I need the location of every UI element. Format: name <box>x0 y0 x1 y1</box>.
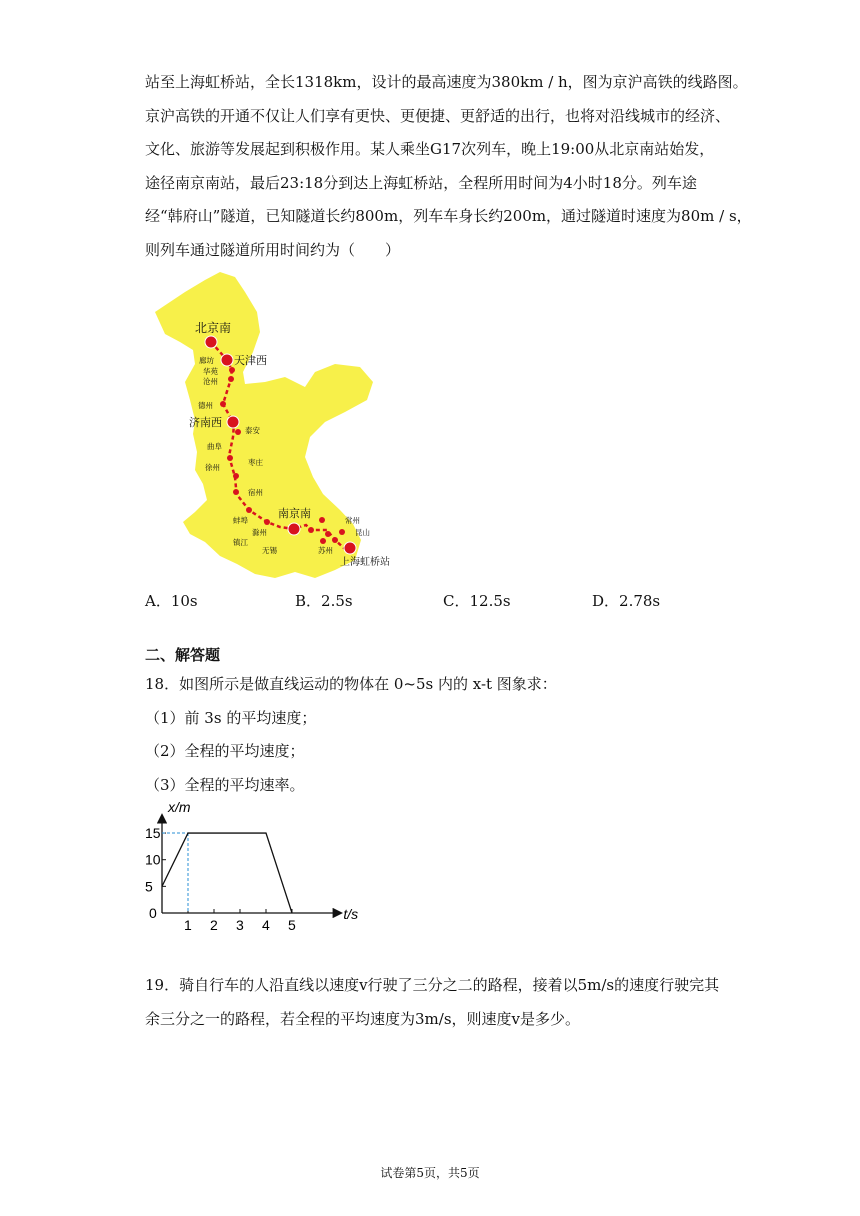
minor-station-label: 徐州 <box>205 463 220 472</box>
major-station-label: 南京南 <box>278 508 311 520</box>
y-axis-label: x/m <box>168 799 191 815</box>
page-footer: 试卷第5页，共5页 <box>380 1166 480 1180</box>
major-station-marker <box>344 542 356 554</box>
choice-a[interactable]: A．10s <box>145 592 198 610</box>
answer-choices <box>145 590 745 614</box>
text-line: 则列车通过隧道所用时间约为（ ） <box>145 240 401 259</box>
minor-station-marker <box>264 519 270 525</box>
text-line: 文化、旅游等发展起到积极作用。某人乘坐G17次列车，晚上19:00从北京南站始发， <box>145 140 715 159</box>
minor-station-label: 常州 <box>345 516 360 525</box>
section-title: 二、解答题 <box>145 646 221 664</box>
minor-station-label: 镇江 <box>233 538 248 547</box>
minor-station-label: 宿州 <box>248 488 263 497</box>
question-18-item: （3）全程的平均速率。 <box>145 775 305 794</box>
minor-station-marker <box>332 537 338 543</box>
y-tick-label: 15 <box>145 825 161 842</box>
question-18-stem: 18．如图所示是做直线运动的物体在 0~5s 内的 x-t 图象求： <box>145 675 557 693</box>
text-line: 经“韩府山”隧道，已知隧道长约800m，列车车身长约200m，通过隧道时速度为80m / s， <box>145 207 752 226</box>
minor-station-marker <box>319 517 325 523</box>
minor-station-label: 华苑 <box>203 367 218 376</box>
railway-map <box>145 272 405 582</box>
major-station-label: 上海虹桥站 <box>340 557 390 568</box>
minor-station-label: 泰安 <box>245 426 260 435</box>
minor-station-marker <box>229 367 235 373</box>
major-station-marker <box>221 354 233 366</box>
minor-station-label: 蚌埠 <box>233 516 248 525</box>
minor-station-label: 廊坊 <box>199 356 214 365</box>
text-line: 途径南京南站，最后23:18分到达上海虹桥站，全程所用时间为4小时18分。列车途 <box>145 173 697 192</box>
x-tick-label: 5 <box>288 917 296 933</box>
choice-c[interactable]: C．12.5s <box>443 592 511 610</box>
question-17-text <box>145 66 752 268</box>
text-line: 余三分之一的路程，若全程的平均速度为3m/s，则速度v是多少。 <box>145 1010 580 1028</box>
choice-b[interactable]: B．2.5s <box>295 592 353 610</box>
question-18-item: （2）全程的平均速度； <box>145 742 305 760</box>
minor-station-label: 滁州 <box>252 528 267 537</box>
major-station-label: 天津西 <box>234 355 267 367</box>
question-19 <box>145 968 719 1036</box>
x-axis-label: t/s <box>343 906 359 922</box>
major-station-marker <box>227 416 239 428</box>
minor-station-label: 曲阜 <box>207 442 222 451</box>
minor-station-marker <box>233 489 239 495</box>
xt-graph <box>140 796 360 936</box>
x-tick-label: 3 <box>236 917 244 933</box>
minor-station-marker <box>233 473 239 479</box>
minor-station-marker <box>320 538 326 544</box>
x-tick-label: 4 <box>262 917 270 933</box>
question-18-item: （1）前 3s 的平均速度； <box>145 708 317 727</box>
minor-station-label: 德州 <box>198 401 213 410</box>
question-18 <box>145 668 557 802</box>
minor-station-label: 沧州 <box>203 377 218 386</box>
y-tick-label: 5 <box>145 878 153 895</box>
major-station-marker <box>205 336 217 348</box>
y-tick-label: 10 <box>145 851 161 868</box>
major-station-label: 济南西 <box>189 417 222 429</box>
text-line: 站至上海虹桥站，全长1318km，设计的最高速度为380km / h，图为京沪高铁的线路图。 <box>145 73 748 91</box>
minor-station-label: 无锡 <box>262 546 277 555</box>
minor-station-marker <box>220 401 226 407</box>
minor-station-marker <box>235 429 241 435</box>
x-tick-label: 1 <box>184 917 192 933</box>
minor-station-marker <box>246 507 252 513</box>
major-station-marker <box>288 523 300 535</box>
minor-station-marker <box>308 527 314 533</box>
minor-station-label: 昆山 <box>355 528 370 537</box>
x-tick-label: 2 <box>210 917 218 933</box>
minor-station-marker <box>339 529 345 535</box>
origin-label: 0 <box>149 905 157 921</box>
minor-station-label: 枣庄 <box>248 458 263 467</box>
text-line: 19．骑自行车的人沿直线以速度v行驶了三分之二的路程，接着以5m/s的速度行驶完其 <box>145 976 720 994</box>
text-line: 京沪高铁的开通不仅让人们享有更快、更便捷、更舒适的出行，也将对沿线城市的经济、 <box>145 106 731 125</box>
choice-d[interactable]: D．2.78s <box>592 592 661 610</box>
minor-station-marker <box>227 455 233 461</box>
xt-line <box>162 833 292 913</box>
major-station-label: 北京南 <box>195 321 232 335</box>
minor-station-label: 苏州 <box>318 546 333 555</box>
minor-station-marker <box>325 531 331 537</box>
minor-station-marker <box>228 376 234 382</box>
